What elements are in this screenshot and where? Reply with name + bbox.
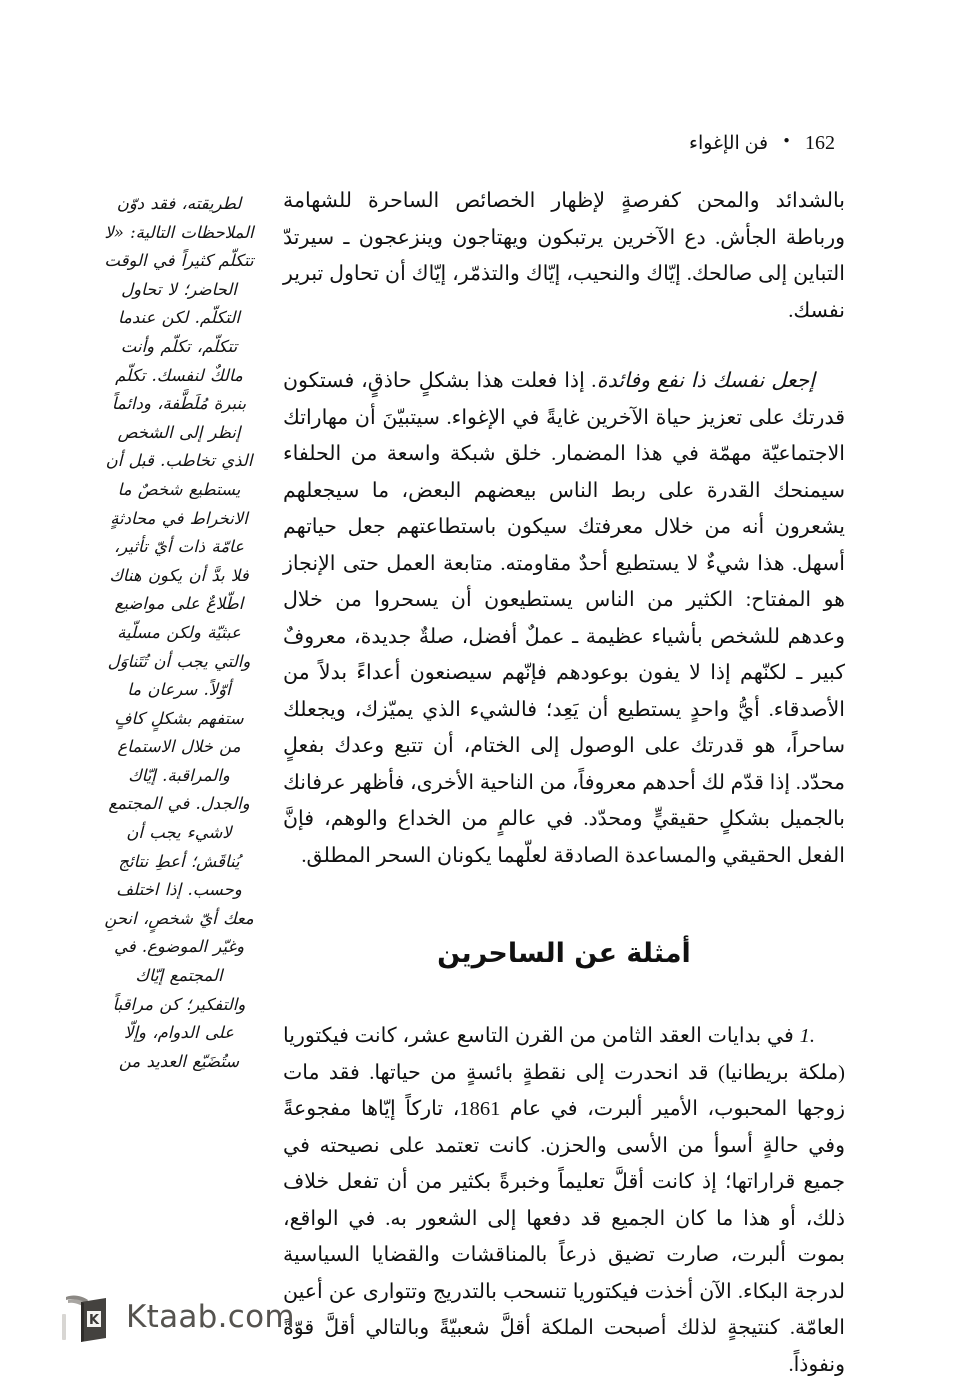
margin-note-text: لطريقته، فقد دوّن الملاحظات التالية: «لا تتكلّم كثيراً في الوقت الحاضر؛ لا تحاول التكلّم. لكن عندما تتكلّم، تكلّم وأنت مالكٌ لنفسك. تكلّم بنبرة مُلَطَّفة، ودائماً إنظر إلى الشخص الذي تخاطب. قبل أن يستطيع شخصٌ ما الانخراط في محادثةٍ عامّة ذات أيّ تأثير، فلا بدَّ أن يكون هناك اطّلاعٌ على مواضيع عبثيّة ولكن مسلّية والتي يجب أن تُتَناوَل أوّلاً. سرعان ما ستفهم بشكلٍ كافٍ من خلال الاستماع والمراقبة. إيّاك والجدل. في المجتمع لاشيء يجب أن يُناقَش؛ أعطِ نتائج وحسب. إذا اختلف معك أيّ شخصٍ، انحنِ وغيّر الموضوع. في المجتمع إيّاك والتفكير؛ كن مراقباً على الدوام، وإلّا ستُضَيّع العديد من bbox=[104, 194, 254, 1071]
book-icon bbox=[62, 1291, 112, 1343]
footer-watermark bbox=[62, 1286, 295, 1348]
main-text-column bbox=[283, 183, 845, 1383]
item-number: 1. bbox=[799, 1025, 815, 1047]
item-body: في بدايات العقد الثامن من القرن التاسع عشر، كانت فيكتوريا (ملكة بريطانيا) قد انحدرت إلى نقطةٍ بائسةٍ من حياتها. فقد مات زوجها المحبوب، الأمير ألبرت، في عام 1861، تاركاً إيّاها مفجوعةً وفي حالةٍ أسوأ من الأسى والحزن. كانت تعتمد على نصيحته في جميع قراراتها؛ إذ كانت أقلَّ تعليماً وخبرةً بكثير من أن تفعل خلاف ذلك، أو هذا ما كان الجميع قد دفعها إلى الشعور به. في الواقع، بموت ألبرت، صارت تضيق ذرعاً بالمناقشات والقضايا السياسية لدرجة البكاء. الآن أخذت فيكتوريا تنسحب بالتدريج وتتوارى عن أعين العامّة. كنتيجةٍ لذلك أصبحت الملكة أقلَّ شعبيّةً وبالتالي أقلَّ قوّةً ونفوذاً. bbox=[283, 1025, 845, 1376]
section-heading-block bbox=[283, 934, 845, 974]
paragraph-continued: بالشدائد والمحن كفرصةٍ لإظهار الخصائص الساحرة للشهامة ورباطة الجأش. دع الآخرين يرتبكون ويهتاجون وينزعجون ـ سيرتدّ التباين إلى صالحك. إيّاك والنحيب، إيّاك والتذمّر، إيّاك أن تحاول تبرير نفسك. bbox=[283, 190, 845, 322]
numbered-item-1 bbox=[283, 1018, 845, 1383]
page-number: 162 bbox=[805, 132, 835, 154]
svg-text:K: K bbox=[88, 1313, 100, 1328]
running-head bbox=[115, 132, 835, 155]
separator-dot: • bbox=[782, 132, 791, 150]
paragraph-body: إذا فعلت هذا بشكلٍ حاذقٍ، فستكون قدرتك على تعزيز حياة الآخرين غايةً في الإغواء. سيتبيّنَ أن مهاراتك الاجتماعيّة مهمّة في هذا المضمار. خلق شبكة واسعة من الحلفاء سيمنحك القدرة على ربط الناس بيعضهم البعض، ما سيجعلهم يشعرون أنه من خلال معرفتك سيكون باستطاعتهم جعل حياتهم أسهل. هذا شيءٌ لا يستطيع أحدٌ مقاومته. متابعة العمل حتى الإنجاز هو المفتاح: الكثير من الناس يستطيعون أن يسحروا من خلال وعدهم للشخص بأشياء عظيمة ـ عملٌ أفضل، صلةٌ جديدة، معروفٌ كبير ـ لكنّهم إذا لا يفون بوعودهم فإنّهم سيصنعون أعداءً بدلاً من الأصدقاء. أيُّ واحدٍ يستطيع أن يَعِد؛ فالشيء الذي يميّزك، ويجعلك ساحراً، هو قدرتك على الوصول إلى الختام، أن تتبع وعدك بفعلٍ محدّد. إذا قدّم لك أحدهم معروفاً، من الناحية الأخرى، فأظهر عرفانك بالجميل بشكلٍ حقيقيٍّ ومحدّد. في عالمٍ من الخداع والوهم، فإنَّ الفعل الحقيقي والمساعدة الصادقة لعلّهما يكونان السحر المطلق. bbox=[283, 370, 845, 867]
paragraph-spacer bbox=[283, 329, 845, 363]
section-heading: أمثلة عن الساحرين bbox=[437, 938, 691, 969]
paragraph-useful-self bbox=[283, 363, 845, 874]
margin-note-column bbox=[103, 190, 255, 1076]
italic-lead-in: إجعل نفسك ذا نفع وفائدة. bbox=[591, 370, 815, 392]
site-name: Ktaab.com bbox=[126, 1298, 295, 1335]
book-title: فن الإغواء bbox=[689, 133, 769, 154]
